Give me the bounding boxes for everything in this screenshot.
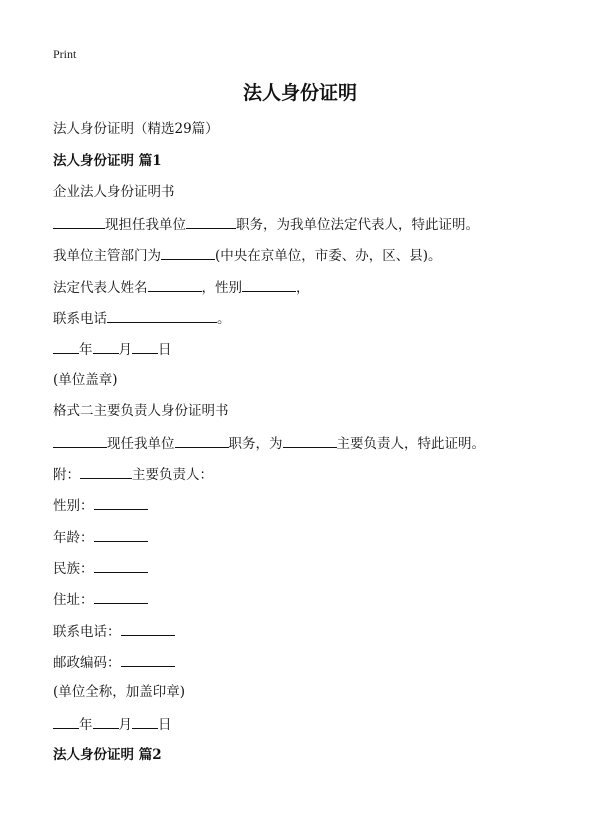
form1-text: 职务，为我单位法定代表人，特此证明。 [236,217,479,233]
blank-field [242,277,296,292]
subtitle: 法人身份证明（精选29篇） [53,121,219,137]
blank-field [175,433,229,448]
blank-field [80,464,132,479]
field-ethnicity [53,558,148,578]
field-gender [53,495,148,515]
date-line-2 [53,714,172,734]
date-day: 日 [158,717,172,733]
section-heading-1: 法人身份证明 篇1 [53,153,162,169]
page-title: 法人身份证明 [242,82,357,104]
blank-field [53,339,79,354]
field-phone [53,621,175,641]
blank-field [132,339,158,354]
blank-field [93,714,119,729]
blank-field [94,527,148,542]
form2-line-1 [53,433,485,453]
field-label: 年龄： [53,530,94,546]
print-link[interactable]: Print [53,47,77,61]
blank-field [94,558,148,573]
date-line-1 [53,339,172,359]
field-age [53,527,148,547]
form1-text: ， [296,280,310,296]
attachment-line [53,464,213,484]
field-label: 民族： [53,561,94,577]
seal-note-1: (单位盖章) [53,372,118,388]
form2-text: 职务，为 [228,436,283,452]
blank-field [53,433,107,448]
form1-text: 现担任我单位 [105,217,186,233]
form2-text: 现任我单位 [107,436,175,452]
form2-text: 主要负责人，特此证明。 [336,436,485,452]
blank-field [94,495,148,510]
field-label: 性别： [53,498,94,514]
blank-field [121,621,175,636]
blank-field [148,277,202,292]
form2-title: 格式二主要负责人身份证明书 [53,403,229,419]
form1-title: 企业法人身份证明书 [53,184,175,200]
attachment-label: 附： [53,467,80,483]
field-postcode [53,652,175,672]
blank-field [53,214,105,229]
field-address [53,589,148,609]
blank-field [283,433,337,448]
date-year: 年 [79,717,93,733]
form1-line-4 [53,308,231,328]
seal-note-2: (单位全称，加盖印章) [53,684,186,700]
blank-field [132,714,158,729]
blank-field [161,245,215,260]
blank-field [94,589,148,604]
form1-text: 联系电话 [53,311,107,327]
form1-text: 我单位主管部门为 [53,248,161,264]
form1-line-2 [53,245,442,265]
field-label: 住址： [53,592,94,608]
form1-line-1 [53,214,479,234]
section-heading-2: 法人身份证明 篇2 [53,747,162,763]
attachment-text: 主要负责人： [132,467,213,483]
form1-text: (中央在京单位，市委、办，区、县)。 [215,248,442,264]
blank-field [107,308,217,323]
date-year: 年 [79,342,93,358]
form1-text: ，性别 [201,280,242,296]
blank-field [93,339,119,354]
date-month: 月 [118,342,132,358]
blank-field [186,214,236,229]
date-day: 日 [158,342,172,358]
form1-text: 法定代表人姓名 [53,280,148,296]
form1-line-3 [53,277,310,297]
blank-field [53,714,79,729]
form1-text: 。 [217,311,231,327]
field-label: 邮政编码： [53,655,121,671]
blank-field [121,652,175,667]
field-label: 联系电话： [53,624,121,640]
date-month: 月 [118,717,132,733]
